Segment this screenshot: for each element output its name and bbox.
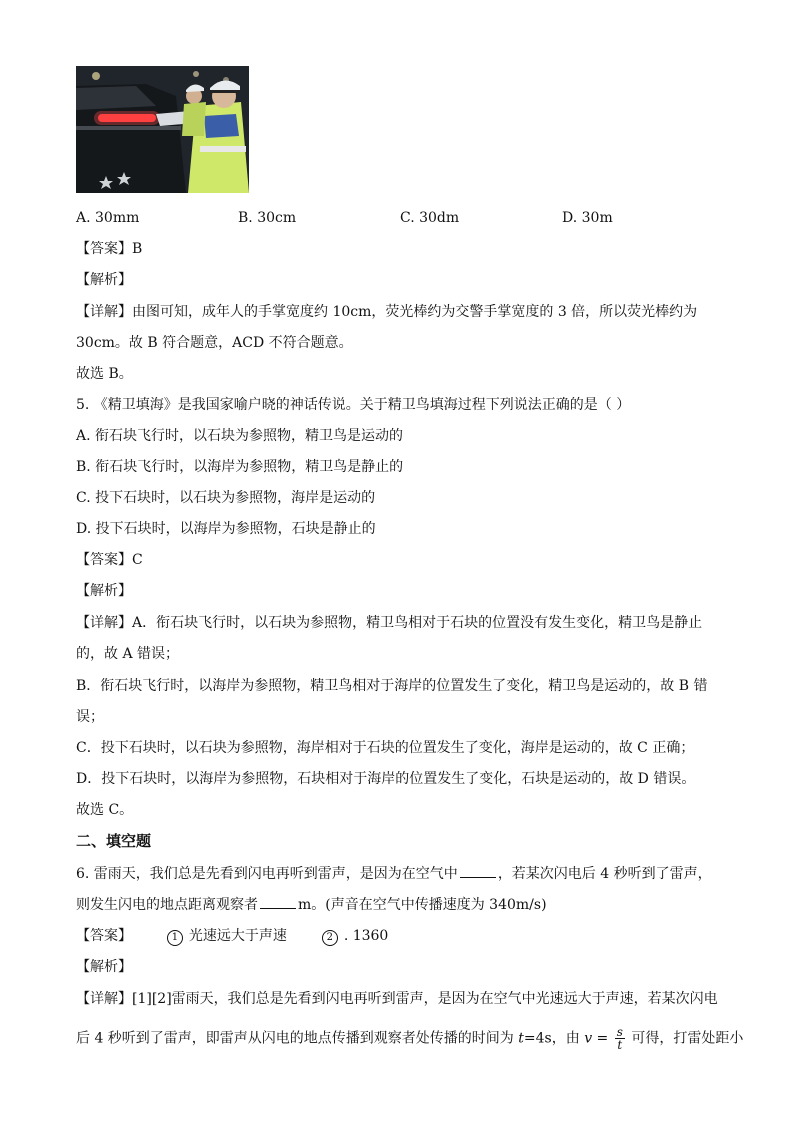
q5-detail-line-3: B．衔石块飞行时，以海岸为参照物，精卫鸟相对于海岸的位置发生了变化，精卫鸟是运动的，故 B 错 (76, 678, 708, 694)
formula-velocity: v (584, 1030, 593, 1047)
q5-option-a: A. 衔石块飞行时，以石块为参照物，精卫鸟是运动的 (76, 428, 404, 444)
formula-equals: = (592, 1030, 613, 1047)
q6-answer (76, 926, 388, 946)
q4-option-b: B. 30cm (238, 210, 297, 226)
q6-detail-line-2 (76, 1026, 743, 1051)
q6-answer-label: 【答案】 (76, 928, 132, 944)
q5-stem: 5. 《精卫填海》是我国家喻户晓的神话传说。关于精卫鸟填海过程下列说法正确的是（ ） (76, 397, 631, 413)
q4-answer: 【答案】B (76, 241, 143, 257)
q5-detail-line-5: C．投下石块时，以石块为参照物，海岸相对于石块的位置发生了变化，海岸是运动的，故 C 正确； (76, 740, 695, 756)
formula-denominator: t (617, 1038, 623, 1052)
q6-stem-line-2 (76, 894, 547, 915)
q6-answer-2: . 1360 (343, 928, 389, 944)
formula-numerator: s (616, 1025, 623, 1039)
q6-stem-part-1a: 6. 雷雨天，我们总是先看到闪电再听到雷声，是因为在空气中 (76, 866, 458, 882)
q6-stem-line-1 (76, 863, 712, 884)
q5-conclusion: 故选 C。 (76, 802, 134, 818)
q6-detail-line-1: 【详解】[1][2]雷雨天，我们总是先看到闪电再听到雷声，是因为在空气中光速远大于声速，若某次闪电 (76, 991, 718, 1007)
q4-conclusion: 故选 B。 (76, 366, 133, 382)
q6-detail-part-2a: 后 4 秒听到了雷声，即雷声从闪电的地点传播到观察者处传播的时间为 (76, 1030, 519, 1047)
q4-detail-line-1: 【详解】由图可知，成年人的手掌宽度约 10cm，荧光棒约为交警手掌宽度的 3 倍，所以荧光棒约为 (76, 304, 698, 320)
q5-detail-line-1: 【详解】A．衔石块飞行时，以石块为参照物，精卫鸟相对于石块的位置没有发生变化，精卫鸟是静止 (76, 615, 703, 631)
q5-detail-line-2: 的，故 A 错误； (76, 646, 180, 662)
q6-analysis-label: 【解析】 (76, 959, 132, 975)
q5-option-d: D. 投下石块时，以海岸为参照物，石块是静止的 (76, 521, 376, 537)
q6-answer-1: 光速远大于声速 (188, 928, 287, 944)
q5-detail-line-4: 误； (76, 709, 104, 725)
q6-detail-part-2b: =4s，由 (523, 1030, 585, 1047)
q5-option-b: B. 衔石块飞行时，以海岸为参照物，精卫鸟是静止的 (76, 459, 404, 475)
q6-time-variable: t (518, 1030, 524, 1047)
q4-option-a: A. 30mm (76, 210, 140, 226)
q4-option-c: C. 30dm (400, 210, 460, 226)
q6-stem-part-1b: ，若某次闪电后 4 秒听到了雷声， (497, 866, 712, 882)
q6-detail-part-2c: 可得，打雷处距小 (626, 1030, 744, 1047)
photo-illustration (76, 66, 249, 193)
answer-mark-1-icon: 1 (167, 930, 183, 946)
q6-stem-part-2a: 则发生闪电的地点距离观察者 (76, 897, 258, 913)
q4-option-d: D. 30m (562, 210, 613, 226)
answer-mark-2-icon: 2 (322, 930, 338, 946)
formula-fraction (615, 1026, 625, 1051)
section-title-fill-in: 二、填空题 (76, 832, 152, 850)
q5-option-c: C. 投下石块时，以石块为参照物，海岸是运动的 (76, 490, 376, 506)
q5-detail-line-6: D．投下石块时，以海岸为参照物，石块相对于海岸的位置发生了变化，石块是运动的，故 D 错误。 (76, 771, 696, 787)
q5-answer: 【答案】C (76, 552, 143, 568)
q6-blank-1 (460, 863, 496, 878)
q6-stem-part-2b: m。(声音在空气中传播速度为 340m/s) (298, 897, 547, 913)
q5-analysis-label: 【解析】 (76, 583, 132, 599)
q4-analysis-label: 【解析】 (76, 272, 132, 288)
q4-detail-line-2: 30cm。故 B 符合题意，ACD 不符合题意。 (76, 335, 353, 351)
police-glowstick-photo (76, 66, 249, 193)
q6-blank-2 (260, 894, 296, 909)
